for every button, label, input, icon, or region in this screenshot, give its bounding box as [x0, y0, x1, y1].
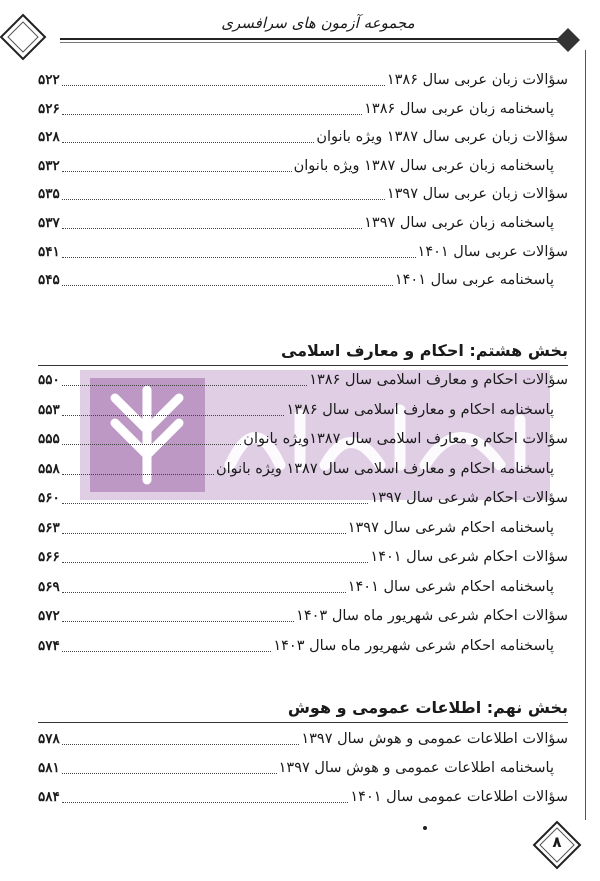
- toc-entry-title: پاسخنامه احکام شرعی شهریور ماه سال ۱۴۰۳: [273, 637, 554, 654]
- page-number: ۸: [552, 833, 562, 851]
- dot-leader: [62, 473, 214, 475]
- toc-entry: [38, 68, 568, 90]
- toc-entry-title: سؤالات زبان عربی سال ۱۳۸۶: [386, 72, 568, 88]
- dot-leader: [62, 743, 300, 745]
- dot-leader: [62, 84, 385, 86]
- toc-entry: [38, 97, 568, 119]
- toc-entry-page: ۵۷۸: [38, 731, 60, 747]
- dot-leader: [62, 772, 277, 774]
- toc-entry: [38, 427, 568, 449]
- toc-entry: [38, 268, 568, 290]
- toc-entry: [38, 240, 568, 262]
- toc-entry-page: ۵۵۵: [38, 431, 60, 447]
- dot-leader: [62, 141, 315, 143]
- header-rule-thin: [60, 42, 560, 43]
- dot-leader: [62, 198, 385, 200]
- dot-leader: [62, 502, 369, 504]
- toc-entry-page: ۵۷۴: [38, 637, 60, 654]
- toc-entry-page: ۵۲۲: [38, 72, 60, 88]
- page-header: [0, 0, 600, 70]
- dot-leader: [62, 650, 272, 652]
- toc-entry-title: سؤالات عربی سال ۱۴۰۱: [417, 243, 568, 260]
- toc-entry: [38, 368, 568, 390]
- toc-entry-title: سؤالات احکام شرعی سال ۱۳۹۷: [370, 490, 568, 506]
- toc-entry-title: پاسخنامه احکام شرعی سال ۱۴۰۱: [347, 578, 554, 595]
- ornament-diamond-small-icon: [554, 26, 582, 54]
- toc-entry-page: ۵۸۱: [38, 760, 60, 776]
- toc-entry-title: پاسخنامه زبان عربی سال ۱۳۸۶: [364, 100, 554, 117]
- toc-entry: [38, 398, 568, 420]
- dot-leader: [62, 620, 294, 622]
- toc-entry: [38, 211, 568, 233]
- dot-leader: [62, 414, 285, 416]
- toc-entry-title: سؤالات زبان عربی سال ۱۳۹۷: [386, 186, 568, 203]
- toc-entry-page: ۵۵۸: [38, 460, 60, 477]
- toc-entry: [38, 182, 568, 204]
- toc-entry-title: سؤالات اطلاعات عمومی سال ۱۴۰۱: [350, 789, 568, 805]
- toc-entry-page: ۵۲۶: [38, 100, 60, 117]
- dot-leader: [62, 801, 349, 803]
- toc-entry-page: ۵۲۸: [38, 129, 60, 146]
- toc-entry-title: سؤالات زبان عربی سال ۱۳۸۷ ویژه بانوان: [316, 129, 568, 146]
- dot-leader: [62, 561, 369, 563]
- toc-entry-title: پاسخنامه احکام و معارف اسلامی سال ۱۳۸۶: [286, 401, 554, 418]
- toc-entry-title: سؤالات احکام شرعی شهریور ماه سال ۱۴۰۳: [296, 608, 568, 624]
- toc-entry-page: ۵۶۳: [38, 519, 60, 536]
- section-rule: [38, 365, 568, 366]
- toc-entry: [38, 457, 568, 479]
- toc-entry-page: ۵۳۲: [38, 157, 60, 174]
- running-title: مجموعه آزمون های سرافسری: [210, 14, 426, 32]
- toc-entry-page: ۵۴۱: [38, 243, 60, 260]
- toc-entry-page: ۵۸۴: [38, 789, 60, 805]
- ornament-diamond-icon: [0, 12, 48, 62]
- side-rule: [585, 50, 586, 820]
- toc-entry: [38, 154, 568, 176]
- toc-entry-page: ۵۴۵: [38, 272, 60, 289]
- toc-entry-page: ۵۶۹: [38, 578, 60, 595]
- toc-entry-title: پاسخنامه زبان عربی سال ۱۳۹۷: [364, 215, 554, 231]
- toc-entry: [38, 785, 568, 807]
- section-rule: [38, 722, 568, 723]
- dot-leader: [62, 256, 416, 258]
- toc-entry: [38, 634, 568, 656]
- toc-entry: [38, 604, 568, 626]
- toc-entry: [38, 756, 568, 778]
- dot-leader: [62, 591, 346, 593]
- header-rule: [60, 38, 560, 40]
- toc-entry: [38, 575, 568, 597]
- toc-entry-page: ۵۵۰: [38, 372, 60, 388]
- section-heading-9: بخش نهم: اطلاعات عمومی و هوش: [287, 698, 568, 717]
- toc-entry: [38, 125, 568, 147]
- section-heading-8: بخش هشتم: احکام و معارف اسلامی: [280, 341, 568, 360]
- toc-entry-title: پاسخنامه احکام شرعی سال ۱۳۹۷: [347, 519, 554, 536]
- toc-entry-page: ۵۶۶: [38, 549, 60, 565]
- toc-entry: [38, 727, 568, 749]
- dot-leader: [62, 443, 242, 445]
- dot-leader: [62, 532, 346, 534]
- toc-entry: [38, 516, 568, 538]
- toc-entry-title: سؤالات احکام و معارف اسلامی سال ۱۳۸۷ویژه بانوان: [243, 431, 568, 447]
- toc-entry: [38, 545, 568, 567]
- toc-entry-title: سؤالات احکام و معارف اسلامی سال ۱۳۸۶: [309, 372, 568, 388]
- toc-entry-title: سؤالات اطلاعات عمومی و هوش سال ۱۳۹۷: [301, 731, 568, 747]
- toc-entry-page: ۵۷۲: [38, 608, 60, 624]
- dot-leader: [62, 227, 362, 229]
- toc-entry-page: ۵۳۷: [38, 215, 60, 231]
- toc-entry: [38, 486, 568, 508]
- toc-entry-page: ۵۶۰: [38, 490, 60, 506]
- dot-leader: [62, 384, 307, 386]
- page-mark: [423, 826, 427, 830]
- dot-leader: [62, 113, 362, 115]
- toc-entry-title: پاسخنامه اطلاعات عمومی و هوش سال ۱۳۹۷: [278, 760, 554, 776]
- toc-entry-page: ۵۳۵: [38, 186, 60, 203]
- toc-entry-title: پاسخنامه زبان عربی سال ۱۳۸۷ ویژه بانوان: [293, 157, 554, 174]
- toc-entry-page: ۵۵۳: [38, 401, 60, 418]
- dot-leader: [62, 284, 393, 286]
- toc-entry-title: پاسخنامه عربی سال ۱۴۰۱: [394, 272, 554, 289]
- toc-entry-title: سؤالات احکام شرعی سال ۱۴۰۱: [370, 549, 568, 565]
- dot-leader: [62, 170, 292, 172]
- toc-entry-title: پاسخنامه احکام و معارف اسلامی سال ۱۳۸۷ ویژه بانوان: [215, 460, 554, 477]
